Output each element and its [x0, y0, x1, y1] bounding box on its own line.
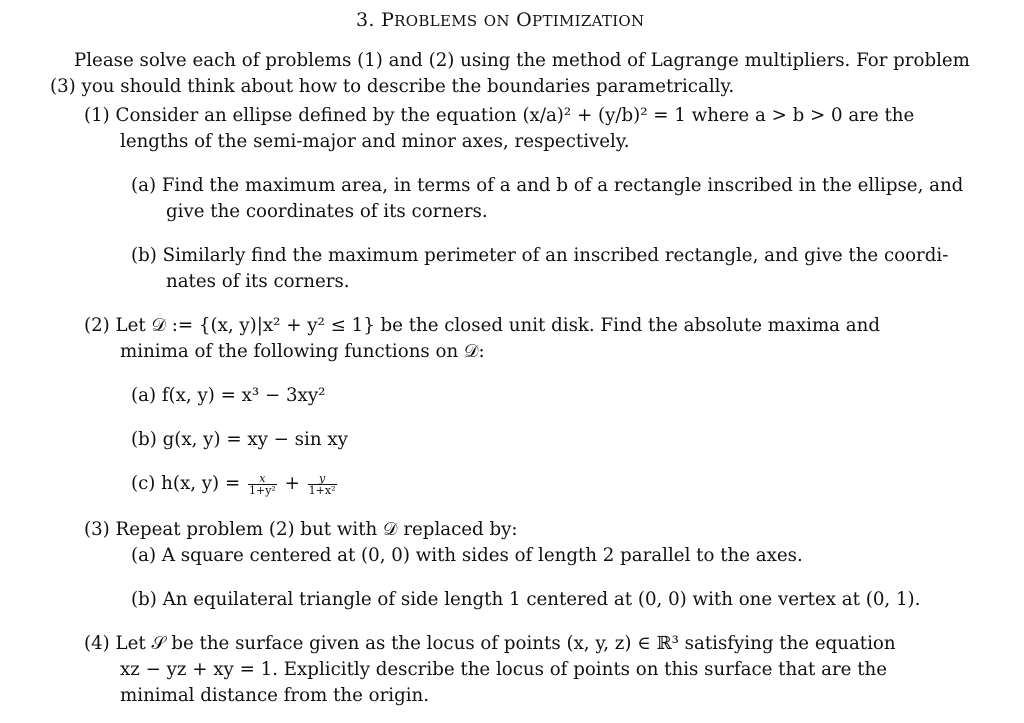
- problem-4-line-3: minimal distance from the origin.: [120, 685, 430, 706]
- problem-2-line-2: minima of the following functions on 𝒟:: [120, 341, 485, 362]
- problem-4-line-1: (4) Let 𝒮 be the surface given as the locus of points (x, y, z) ∈ ℝ³ satisfying the equation: [84, 633, 896, 654]
- problem-1a-line-2: give the coordinates of its corners.: [166, 201, 488, 222]
- problem-4-line-2: xz − yz + xy = 1. Explicitly describe the locus of points on this surface that are the: [120, 659, 888, 680]
- problem-1a-line-1: (a) Find the maximum area, in terms of a and b of a rectangle inscribed in the ellipse, and: [131, 175, 964, 196]
- section-title: 3. PROBLEMS ON OPTIMIZATION: [356, 9, 645, 31]
- problem-2a: (a) f(x, y) = x³ − 3xy²: [131, 385, 326, 406]
- problem-1-line-2: lengths of the semi-major and minor axes, respectively.: [120, 131, 630, 152]
- intro-line-1: Please solve each of problems (1) and (2) using the method of Lagrange multipliers. For problem: [74, 50, 970, 71]
- problem-1b-line-2: nates of its corners.: [166, 271, 350, 292]
- problem-1b-line-1: (b) Similarly find the maximum perimeter of an inscribed rectangle, and give the coordi-: [131, 245, 949, 266]
- problem-1-line-1: (1) Consider an ellipse defined by the equation (x/a)² + (y/b)² = 1 where a > b > 0 are the: [84, 105, 915, 126]
- fraction-1: $\frac{x}{\text{1+y²}}$: [248, 471, 276, 497]
- intro-line-2: (3) you should think about how to describe the boundaries parametrically.: [50, 76, 735, 97]
- problem-3a: (a) A square centered at (0, 0) with sides of length 2 parallel to the axes.: [131, 545, 803, 566]
- section-number: 3.: [356, 9, 375, 31]
- fraction-2: $\frac{y}{\text{1+x²}}$: [308, 471, 336, 497]
- problem-2b: (b) g(x, y) = xy − sin xy: [131, 429, 348, 450]
- problem-2-line-1: (2) Let 𝒟 := {(x, y)|x² + y² ≤ 1} be the closed unit disk. Find the absolute maxima and: [84, 315, 881, 336]
- problem-3b: (b) An equilateral triangle of side length 1 centered at (0, 0) with one vertex at (0, 1).: [131, 589, 921, 610]
- problem-2c: (c) h(x, y) = $\frac{x}{\text{1+y²}}$ + $\frac{y}{\text{1+x²}}$: [131, 471, 336, 497]
- problem-3-line-1: (3) Repeat problem (2) but with 𝒟 replaced by:: [84, 519, 518, 540]
